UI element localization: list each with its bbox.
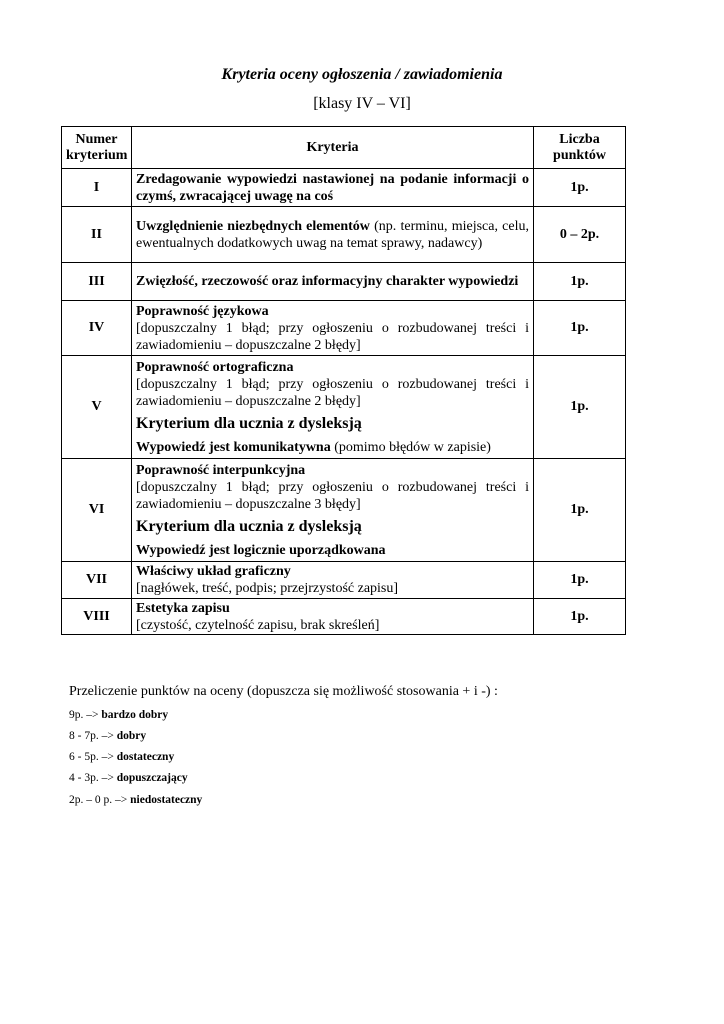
header-number: Numer kryterium [62,127,132,169]
grade-name: niedostateczny [130,794,203,806]
grade-range: 9p. –> [69,709,102,721]
criterion-description [132,562,534,599]
criterion-points: 1p. [534,169,626,207]
grade-range: 2p. – 0 p. –> [69,794,131,806]
table-row [62,169,626,207]
conversion-intro: Przeliczenie punktów na oceny (dopuszcza się możliwość stosowania + i -) : [69,684,498,699]
dyslexia-heading: Kryterium dla ucznia z dysleksją [136,517,362,535]
grade-name: dostateczny [116,751,175,763]
criterion-description [132,263,534,301]
grade-scale-item [69,751,174,763]
header-points: Liczba punktów [534,127,626,169]
criterion-description [132,301,534,356]
criterion-points: 1p. [534,459,626,562]
criterion-title: Estetyka zapisu [136,600,230,616]
criterion-description [132,356,534,459]
grade-name: dopuszczający [116,772,188,784]
criterion-points: 1p. [534,263,626,301]
criterion-title: Poprawność językowa [136,303,269,319]
criterion-detail: [dopuszczalny 1 błąd; przy ogłoszeniu o rozbudowanej treści i zawiadomieniu – dopuszczalne 3 błędy] [136,479,529,512]
criterion-points: 1p. [534,301,626,356]
criterion-number: I [62,169,132,207]
criterion-points: 1p. [534,562,626,599]
criterion-detail: [nagłówek, treść, podpis; przejrzystość zapisu] [136,581,399,596]
criterion-description [132,169,534,207]
grade-range: 6 - 5p. –> [69,751,117,763]
criterion-title: Zredagowanie wypowiedzi nastawionej na podanie informacji o czymś, zwracającej uwagę na coś [136,171,529,204]
criterion-number: IV [62,301,132,356]
table-row [62,356,626,459]
criterion-title: Właściwy układ graficzny [136,564,291,579]
criterion-points: 1p. [534,599,626,635]
criterion-title: Poprawność interpunkcyjna [136,462,306,478]
table-row [62,263,626,301]
criteria-table [61,126,626,635]
table-row [62,562,626,599]
grade-range: 8 - 7p. –> [69,730,117,742]
document-title: Kryteria oceny ogłoszenia / zawiadomienia [221,66,503,83]
criterion-number: III [62,263,132,301]
dyslexia-note-bold: Wypowiedź jest logicznie uporządkowana [136,542,386,558]
criterion-detail: [dopuszczalny 1 błąd; przy ogłoszeniu o rozbudowanej treści i zawiadomieniu – dopuszczalne 2 błędy] [136,376,529,409]
criterion-points: 1p. [534,356,626,459]
criterion-title: Zwięzłość, rzeczowość oraz informacyjny charakter wypowiedzi [136,274,519,289]
document-subtitle: [klasy IV – VI] [313,95,411,112]
criterion-number: V [62,356,132,459]
dyslexia-note-rest: (pomimo błędów w zapisie) [330,439,491,455]
grade-scale-item [69,709,168,721]
criterion-detail: (np. terminu, miejsca, celu, ewentualnych dodatkowych uwag na temat sprawy, nadawcy) [136,218,529,251]
dyslexia-heading: Kryterium dla ucznia z dysleksją [136,414,362,432]
criterion-title: Uwzględnienie niezbędnych elementów [136,218,370,234]
criterion-detail: [czystość, czytelność zapisu, brak skreśleń] [136,617,380,633]
grade-scale-item [69,730,146,742]
grade-name: dobry [116,730,147,742]
header-criteria: Kryteria [132,127,534,169]
criterion-points: 0 – 2p. [534,207,626,263]
criterion-number: VI [62,459,132,562]
criterion-number: VII [62,562,132,599]
criterion-description [132,459,534,562]
criterion-title: Poprawność ortograficzna [136,359,294,375]
criterion-description [132,207,534,263]
table-row [62,459,626,562]
grade-scale-item [69,794,202,806]
criterion-detail: [dopuszczalny 1 błąd; przy ogłoszeniu o rozbudowanej treści i zawiadomieniu – dopuszczalne 2 błędy] [136,320,529,353]
table-row [62,301,626,356]
table-row [62,599,626,635]
criterion-number: II [62,207,132,263]
criterion-number: VIII [62,599,132,635]
criterion-description [132,599,534,635]
dyslexia-note [136,439,529,456]
dyslexia-note-bold: Wypowiedź jest komunikatywna [136,439,331,455]
table-row [62,207,626,263]
grade-range: 4 - 3p. –> [69,772,117,784]
grade-scale-item [69,772,188,784]
table-header-row [62,127,626,169]
grade-name: bardzo dobry [101,709,169,721]
